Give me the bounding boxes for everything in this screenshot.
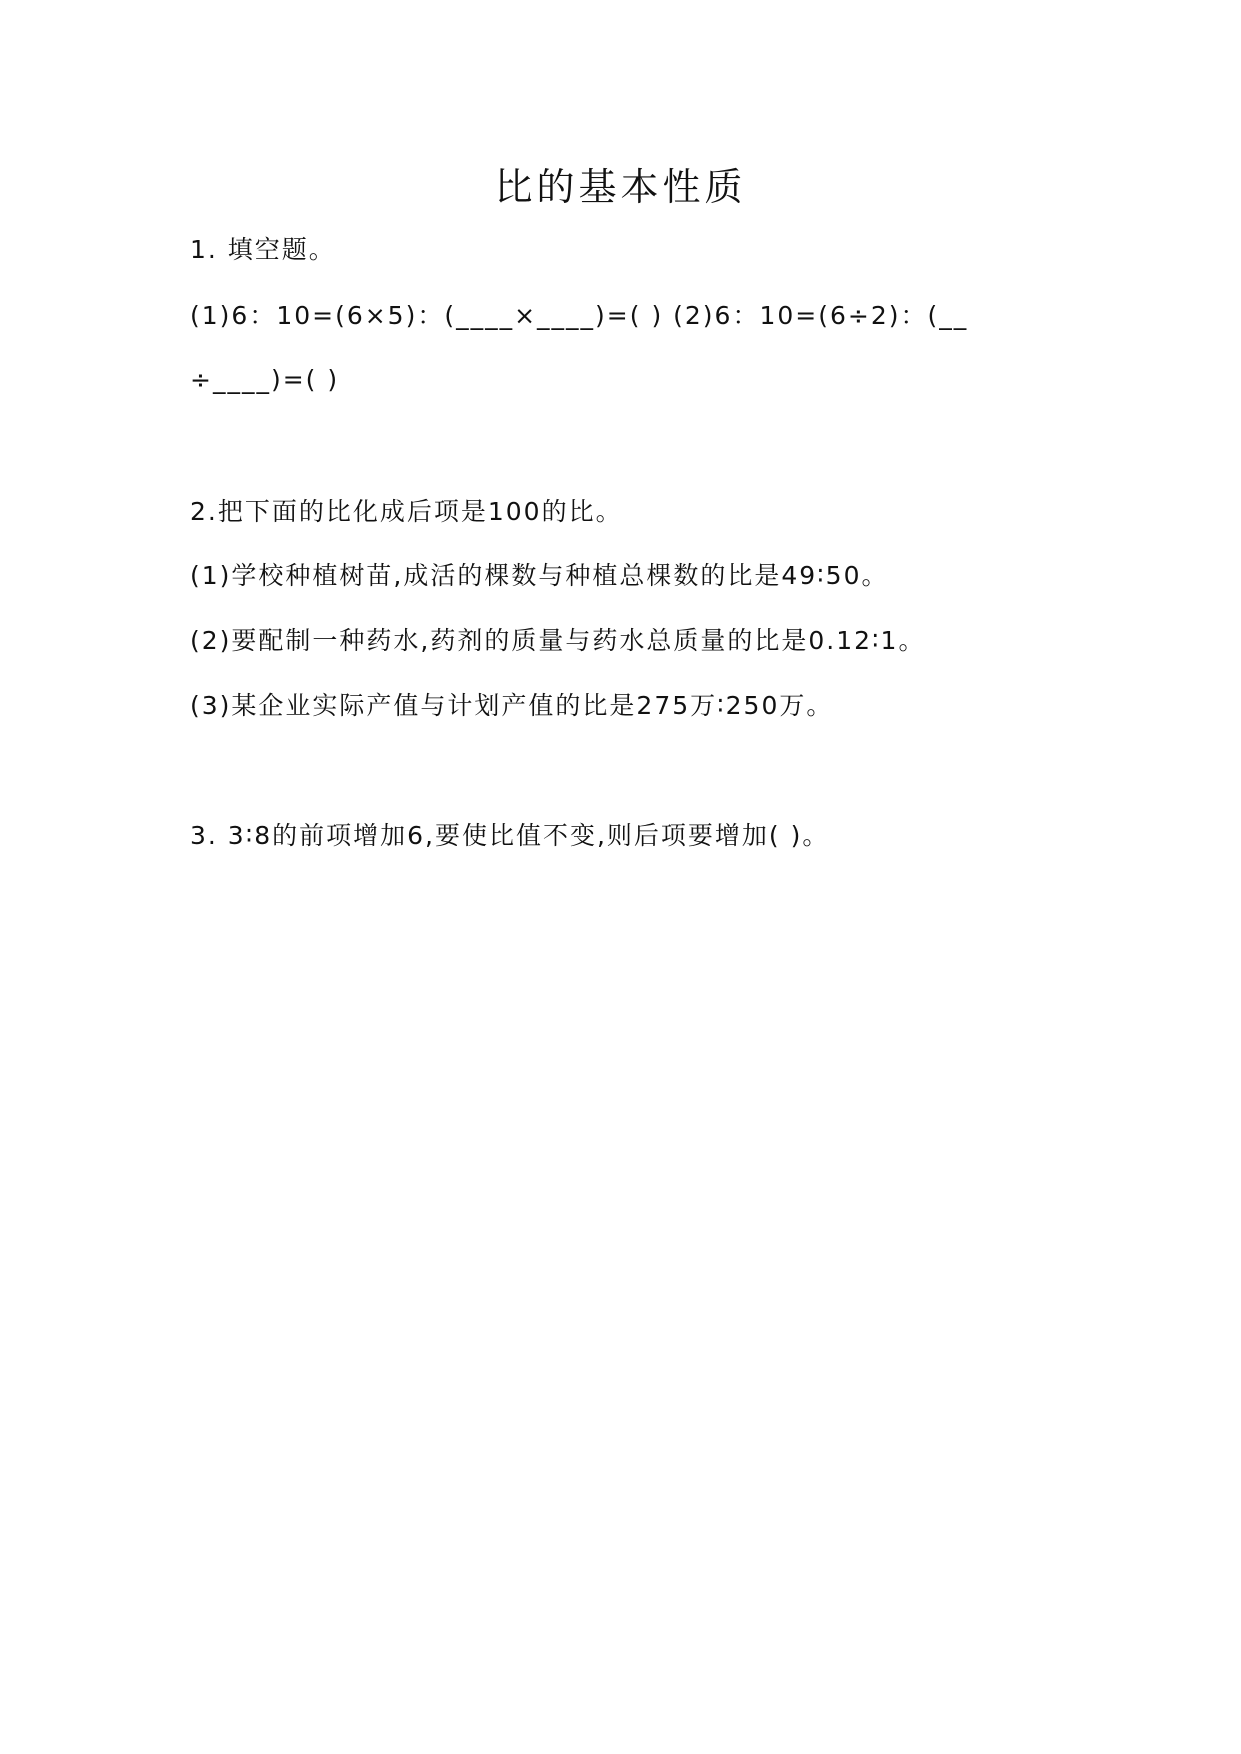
question-1-heading: 1. 填空题。 bbox=[190, 235, 336, 264]
question-2-heading: 2.把下面的比化成后项是100的比。 bbox=[190, 497, 623, 526]
question-3-text: 3. 3∶8的前项增加6,要使比值不变,则后项要增加( )。 bbox=[190, 821, 830, 850]
page-title: 比的基本性质 bbox=[494, 165, 747, 209]
question-2-item-2: (2)要配制一种药水,药剂的质量与药水总质量的比是0.12∶1。 bbox=[190, 626, 926, 655]
question-1-line-2: ÷____)=( ) bbox=[190, 365, 340, 394]
question-2-item-3: (3)某企业实际产值与计划产值的比是275万∶250万。 bbox=[190, 691, 834, 720]
question-1-line-1: (1)6：10=(6×5)：(____×____)=( ) (2)6：10=(6÷2)：(__ bbox=[190, 301, 969, 330]
question-2-item-1: (1)学校种植树苗,成活的棵数与种植总棵数的比是49∶50。 bbox=[190, 561, 889, 590]
